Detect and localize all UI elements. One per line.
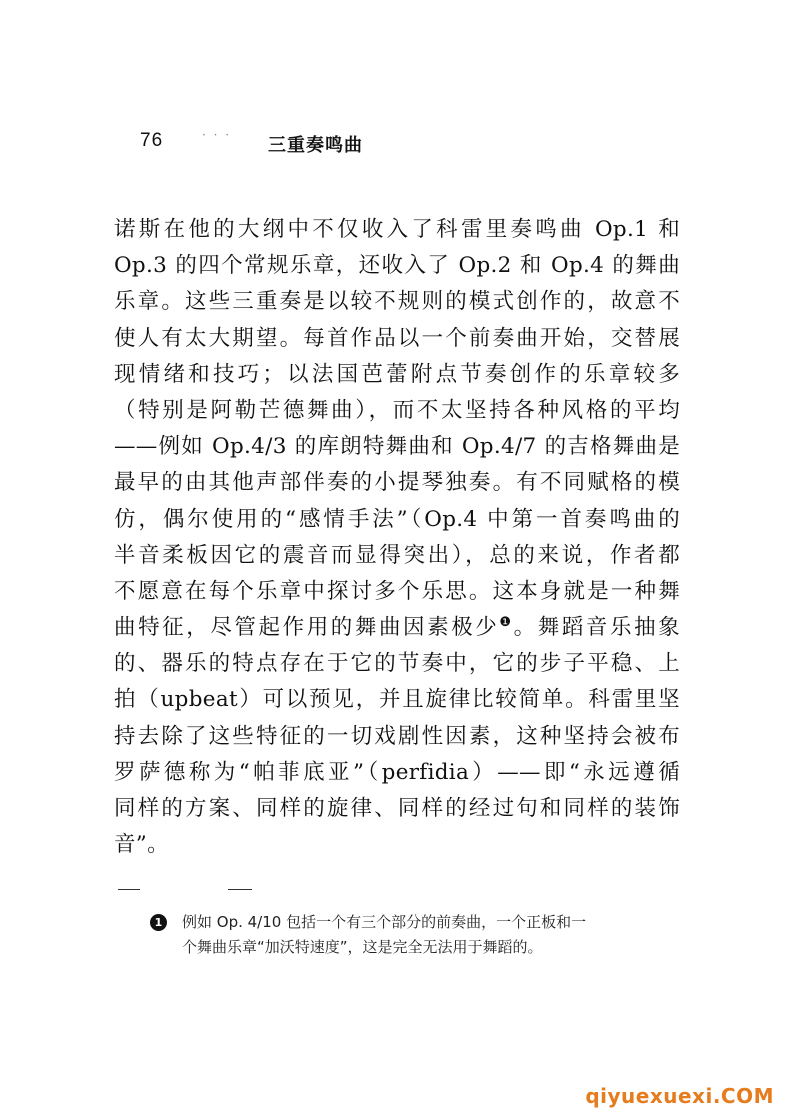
text-line-with-footnote bbox=[114, 610, 680, 646]
text-line: 拍（upbeat）可以预见，并且旋律比较简单。科雷里坚 bbox=[114, 687, 680, 713]
page-header bbox=[140, 128, 440, 158]
text-line: （特别是阿勒芒德舞曲），而不太坚持各种风格的平均 bbox=[114, 397, 680, 423]
text-line: 半音柔板因它的震音而显得突出），总的来说，作者都 bbox=[114, 542, 680, 568]
footnote-reference[interactable]: ❶ bbox=[499, 614, 514, 630]
footnote-line: 例如 Op. 4/10 包括一个有三个部分的前奏曲，一个正板和一 bbox=[182, 913, 587, 931]
footnote-separator bbox=[228, 889, 252, 890]
header-ornament: · · · bbox=[202, 128, 232, 142]
text-line: Op.3 的四个常规乐章，还收入了 Op.2 和 Op.4 的舞曲 bbox=[114, 253, 680, 279]
page-number: 76 bbox=[140, 130, 164, 151]
text-line: 同样的方案、同样的旋律、同样的经过句和同样的装饰 bbox=[114, 796, 680, 821]
text-line: 音”。 bbox=[114, 832, 169, 858]
text-line: 持去除了这些特征的一切戏剧性因素，这种坚持会被布 bbox=[114, 723, 680, 749]
text-segment: 曲特征，尽管起作用的舞曲因素极少 bbox=[114, 615, 500, 641]
text-line: 乐章。这些三重奏是以较不规则的模式创作的，故意不 bbox=[114, 289, 680, 315]
footnote-separator bbox=[118, 889, 140, 890]
text-line: 现情绪和技巧；以法国芭蕾附点节奏创作的乐章较多 bbox=[114, 361, 680, 387]
text-line: 不愿意在每个乐章中探讨多个乐思。这本身就是一种舞 bbox=[114, 578, 680, 604]
footnote-line: 个舞曲乐章“加沃特速度”，这是完全无法用于舞蹈的。 bbox=[182, 938, 543, 956]
text-line: ——例如 Op.4/3 的库朗特舞曲和 Op.4/7 的吉格舞曲是 bbox=[114, 434, 680, 460]
text-line: 仿，偶尔使用的“感情手法”（Op.4 中第一首奏鸣曲的 bbox=[114, 506, 680, 532]
text-line: 诺斯在他的大纲中不仅收入了科雷里奏鸣曲 Op.1 和 bbox=[114, 217, 680, 242]
text-line: 使人有太大期望。每首作品以一个前奏曲开始，交替展 bbox=[114, 325, 680, 351]
text-line: 的、器乐的特点存在于它的节奏中，它的步子平稳、上 bbox=[114, 651, 680, 677]
site-watermark: qiyuexuexi.COM bbox=[585, 1084, 774, 1108]
text-line: 罗萨德称为“帕菲底亚”（perfidia）——即“永远遵循 bbox=[114, 759, 680, 785]
chapter-title: 三重奏鸣曲 bbox=[268, 135, 363, 156]
footnote bbox=[150, 910, 690, 960]
footnote-text bbox=[182, 910, 690, 960]
text-segment: 。舞蹈音乐抽象 bbox=[513, 615, 680, 641]
text-line: 最早的由其他声部伴奏的小提琴独奏。有不同赋格的模 bbox=[114, 470, 680, 496]
footnote-marker: 1 bbox=[150, 914, 167, 931]
body-text bbox=[114, 212, 680, 863]
